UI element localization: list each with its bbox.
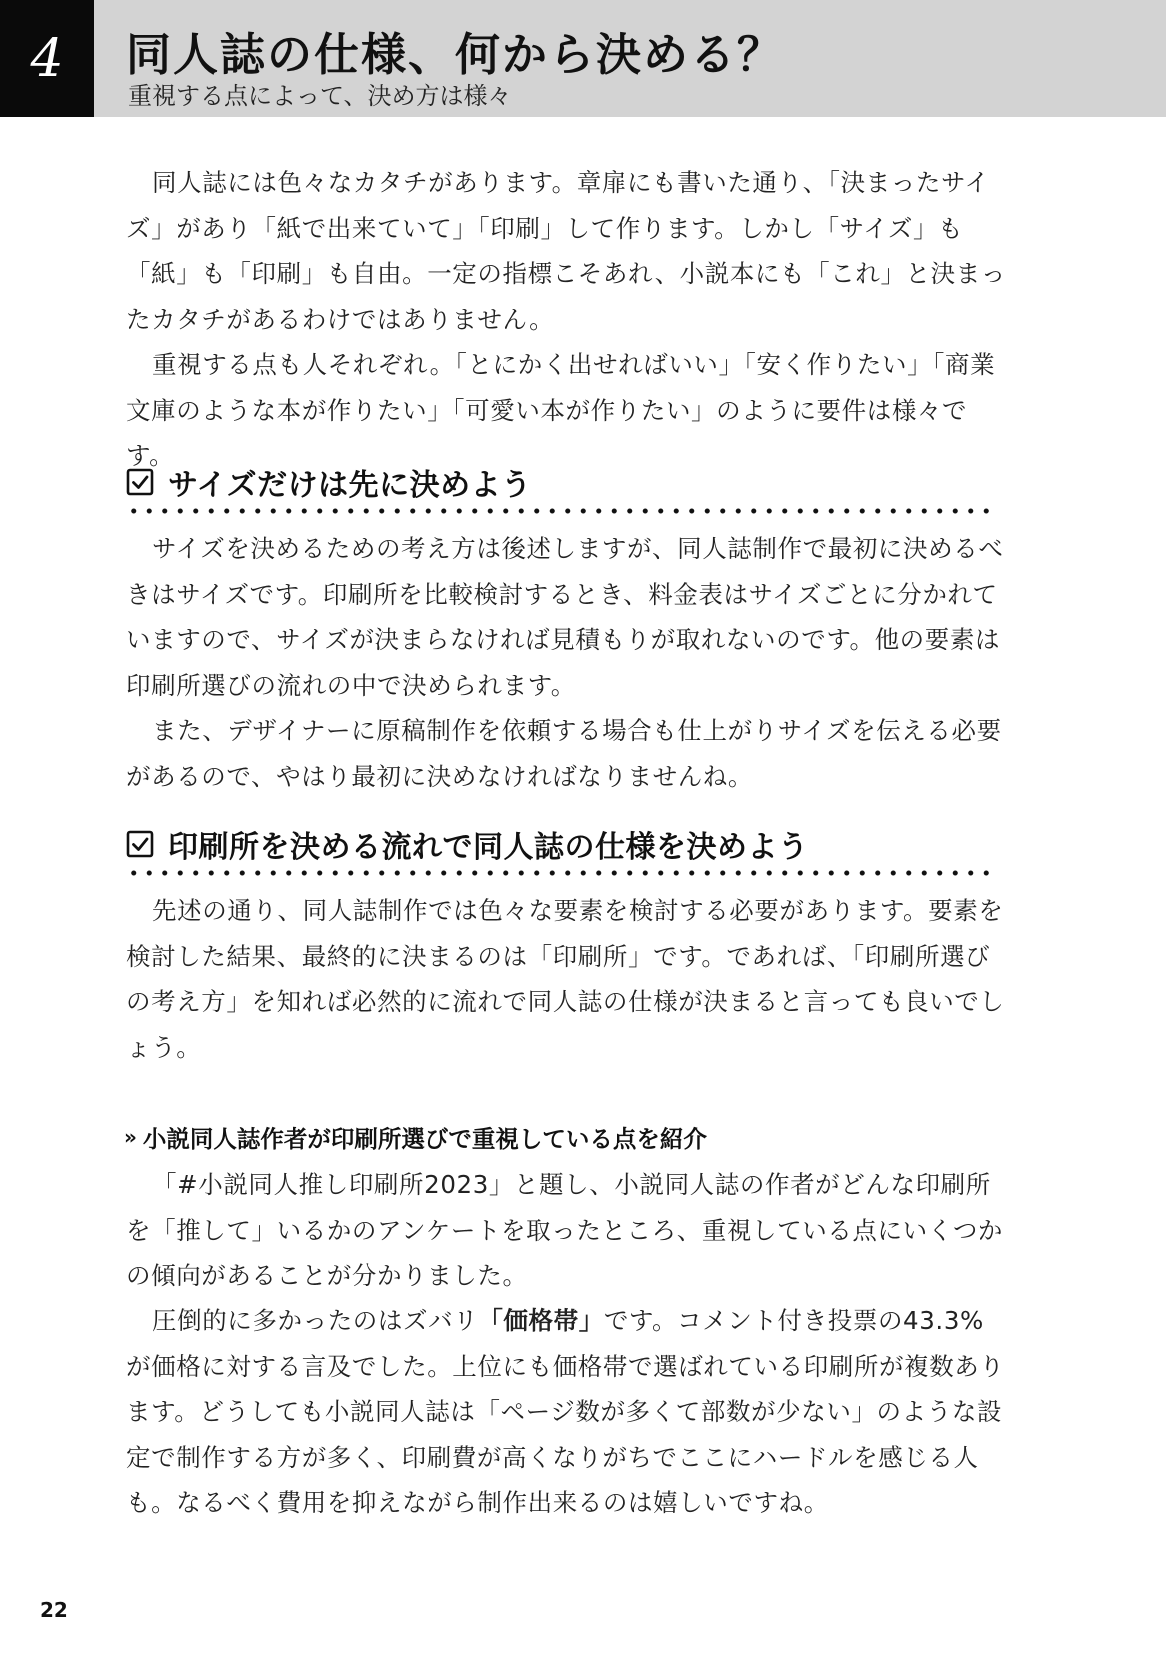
chapter-number: 4	[30, 28, 64, 89]
dotted-divider	[126, 507, 996, 515]
subsection-heading	[124, 1120, 707, 1154]
section1-paragraph-1: サイズを決めるための考え方は後述しますが、同人誌制作で最初に決めるべきはサイズです。印刷所を比較検討するとき、料金表はサイズごとに分かれていますので、サイズが決まらなければ見積もりが取れないのです。他の要素は印刷所選びの流れの中で決められます。	[126, 534, 1004, 700]
emphasis-price-range: 「価格帯」	[478, 1306, 604, 1335]
section1-paragraph-2: また、デザイナーに原稿制作を依頼する場合も仕上がりサイズを伝える必要があるので、やはり最初に決めなければなりませんね。	[126, 716, 1002, 791]
chapter-header	[0, 0, 1166, 117]
section2-paragraph-1: 先述の通り、同人誌制作では色々な要素を検討する必要があります。要素を検討した結果、最終的に決まるのは「印刷所」です。であれば、「印刷所選びの考え方」を知れば必然的に流れで同人誌の仕様が決まると言っても良いでしょう。	[126, 896, 1005, 1062]
subsection-heading-text: 小説同人誌作者が印刷所選びで重視している点を紹介	[142, 1125, 707, 1153]
section-heading-printer	[126, 818, 996, 870]
intro-paragraph-1: 同人誌には色々なカタチがあります。章扉にも書いた通り、「決まったサイズ」があり「紙で出来ていて」「印刷」して作ります。しかし「サイズ」も「紙」も「印刷」も自由。一定の指標こそあれ、小説本にも「これ」と決まったカタチがあるわけではありません。	[126, 168, 1006, 334]
page-subtitle: 重視する点によって、決め方は様々	[128, 82, 512, 110]
section-heading-size	[126, 456, 996, 508]
page-title: 同人誌の仕様、何から決める？	[126, 28, 785, 81]
checkbox-checked-icon	[126, 468, 154, 496]
checkbox-checked-icon	[126, 830, 154, 858]
chapter-number-box	[0, 0, 94, 117]
dotted-divider	[126, 869, 996, 877]
paragraph-text: 圧倒的に多かったのはズバリ	[152, 1306, 479, 1335]
paragraph-text: です。コメント付き投票の43.3%が価格に対する言及でした。上位にも価格帯で選ばれている印刷所が複数あります。どうしても小説同人誌は「ページ数が多くて部数が少ない」のような設定で制作する方が多く、印刷費が高くなりがちでここにハードルを感じる人も。なるべく費用を抑えながら制作出来るのは嬉しいですね。	[126, 1306, 1005, 1517]
subsection-marker: »	[124, 1125, 137, 1149]
intro-paragraph-2: 重視する点も人それぞれ。「とにかく出せればいい」「安く作りたい」「商業文庫のような本が作りたい」「可愛い本が作りたい」のように要件は様々です。	[126, 350, 996, 470]
section3-paragraph-2	[126, 1298, 1006, 1526]
section-heading-text: サイズだけは先に決めよう	[168, 468, 532, 503]
section3-paragraph-1: 「#小説同人推し印刷所2023」と題し、小説同人誌の作者がどんな印刷所を「推して」いるかのアンケートを取ったところ、重視している点にいくつかの傾向があることが分かりました。	[126, 1170, 1004, 1290]
section-heading-text: 印刷所を決める流れで同人誌の仕様を決めよう	[168, 830, 809, 865]
page-number: 22	[40, 1598, 68, 1622]
